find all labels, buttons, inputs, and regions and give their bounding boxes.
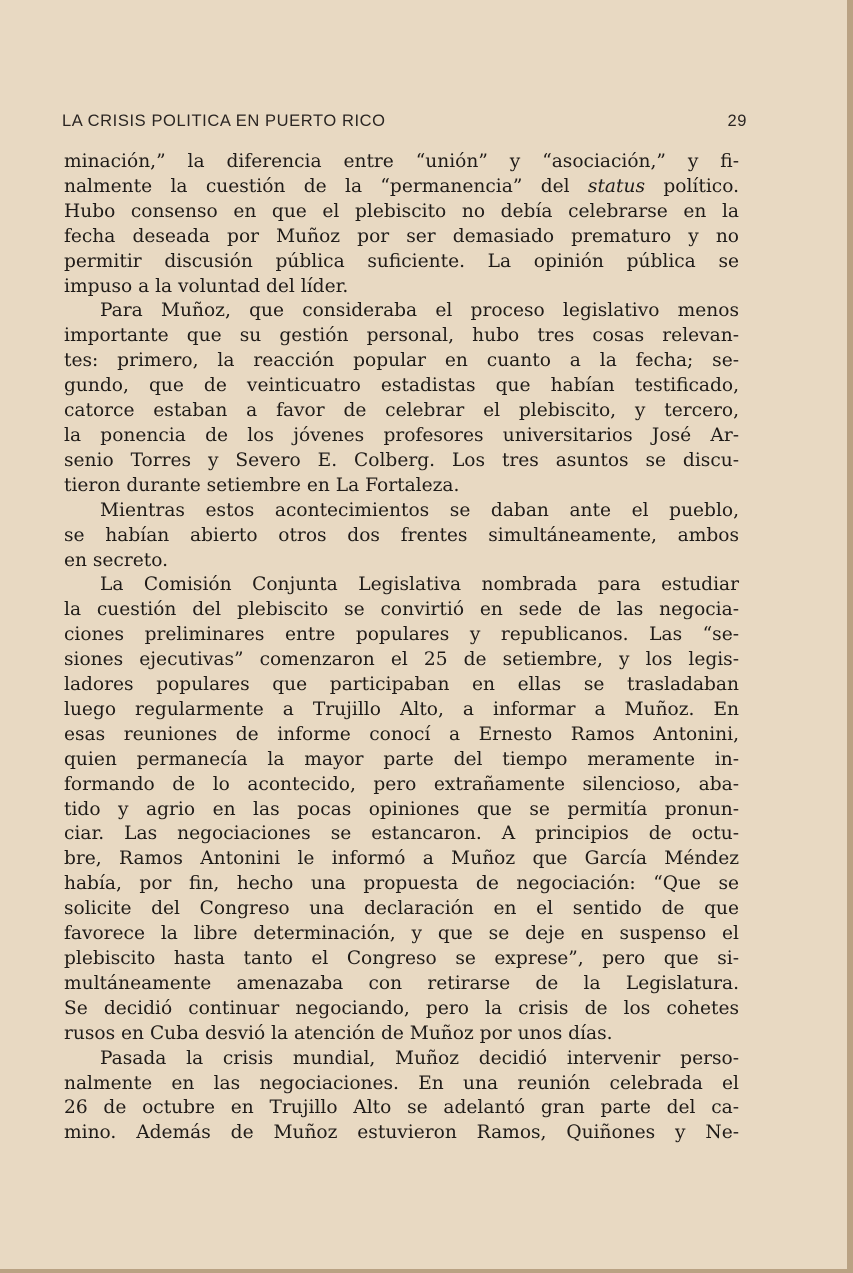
text-line: 26 de octubre en Trujillo Alto se adelantó gran parte del ca-	[64, 1097, 739, 1119]
text-line: mino. Además de Muñoz estuvieron Ramos, Quiñones y Ne-	[64, 1122, 739, 1144]
text-line: solicite del Congreso una declaración en el sentido de que	[64, 898, 739, 920]
text-line: Mientras estos acontecimientos se daban ante el pueblo,	[100, 499, 739, 521]
text-line: catorce estaban a favor de celebrar el plebiscito, y tercero,	[64, 400, 739, 422]
text-line: multáneamente amenazaba con retirarse de la Legislatura.	[64, 972, 739, 994]
text-line: había, por fin, hecho una propuesta de negociación: “Que se	[64, 873, 739, 895]
text-line: se habían abierto otros dos frentes simultáneamente, ambos	[64, 524, 739, 546]
text-line: Se decidió continuar negociando, pero la crisis de los cohetes	[64, 997, 739, 1019]
text-line: Hubo consenso en que el plebiscito no debía celebrarse en la	[64, 200, 739, 222]
text-line: esas reuniones de informe conocí a Ernesto Ramos Antonini,	[64, 723, 739, 745]
text-line: quien permanecía la mayor parte del tiempo meramente in-	[64, 748, 739, 770]
text-line: ladores populares que participaban en ellas se trasladaban	[64, 674, 739, 696]
running-head	[62, 112, 747, 131]
text-line: rusos en Cuba desvió la atención de Muñoz por unos días.	[64, 1022, 613, 1044]
running-title: LA CRISIS POLITICA EN PUERTO RICO	[62, 112, 386, 130]
text-line: senio Torres y Severo E. Colberg. Los tres asuntos se discu-	[64, 449, 739, 471]
text-line: minación,” la diferencia entre “unión” y “asociación,” y fi-	[64, 151, 739, 172]
text-line: en secreto.	[64, 549, 168, 571]
text-line: ciar. Las negociaciones se estancaron. A principios de octu-	[64, 823, 739, 845]
text-line: gundo, que de veinticuatro estadistas que habían testificado,	[64, 375, 739, 397]
text-line: impuso a la voluntad del líder.	[64, 275, 349, 297]
text-line: luego regularmente a Trujillo Alto, a informar a Muñoz. En	[64, 698, 739, 720]
text-line: La Comisión Conjunta Legislativa nombrada para estudiar	[100, 574, 739, 596]
text-line: nalmente la cuestión de la “permanencia” del status político.	[64, 175, 739, 197]
text-line: favorece la libre determinación, y que se deje en suspenso el	[64, 923, 739, 945]
text-line: ciones preliminares entre populares y republicanos. Las “se-	[64, 624, 739, 646]
text-line: la cuestión del plebiscito se convirtió en sede de las negocia-	[64, 599, 739, 621]
body-text	[64, 150, 739, 1146]
text-line: tes: primero, la reacción popular en cuanto a la fecha; se-	[64, 350, 739, 372]
text-line: fecha deseada por Muñoz por ser demasiado prematuro y no	[64, 225, 739, 247]
text-line: permitir discusión pública suficiente. La opinión pública se	[64, 250, 739, 272]
text-line: tido y agrio en las pocas opiniones que se permitía pronun-	[64, 798, 739, 820]
text-line: formando de lo acontecido, pero extrañamente silencioso, aba-	[64, 773, 739, 795]
text-line: bre, Ramos Antonini le informó a Muñoz que García Méndez	[64, 848, 739, 870]
text-line: plebiscito hasta tanto el Congreso se exprese”, pero que si-	[64, 948, 739, 969]
text-line: siones ejecutivas” comenzaron el 25 de setiembre, y los legis-	[64, 649, 739, 671]
text-line: nalmente en las negociaciones. En una reunión celebrada el	[64, 1072, 739, 1094]
page-number: 29	[727, 112, 747, 130]
text-line: importante que su gestión personal, hubo tres cosas relevan-	[64, 325, 739, 347]
italic-term: status	[587, 175, 646, 197]
text-line: Para Muñoz, que consideraba el proceso legislativo menos	[100, 300, 739, 322]
text-line: tieron durante setiembre en La Fortaleza.	[64, 474, 460, 496]
text-line: la ponencia de los jóvenes profesores universitarios José Ar-	[64, 424, 739, 446]
text-line: Pasada la crisis mundial, Muñoz decidió intervenir perso-	[100, 1047, 739, 1069]
